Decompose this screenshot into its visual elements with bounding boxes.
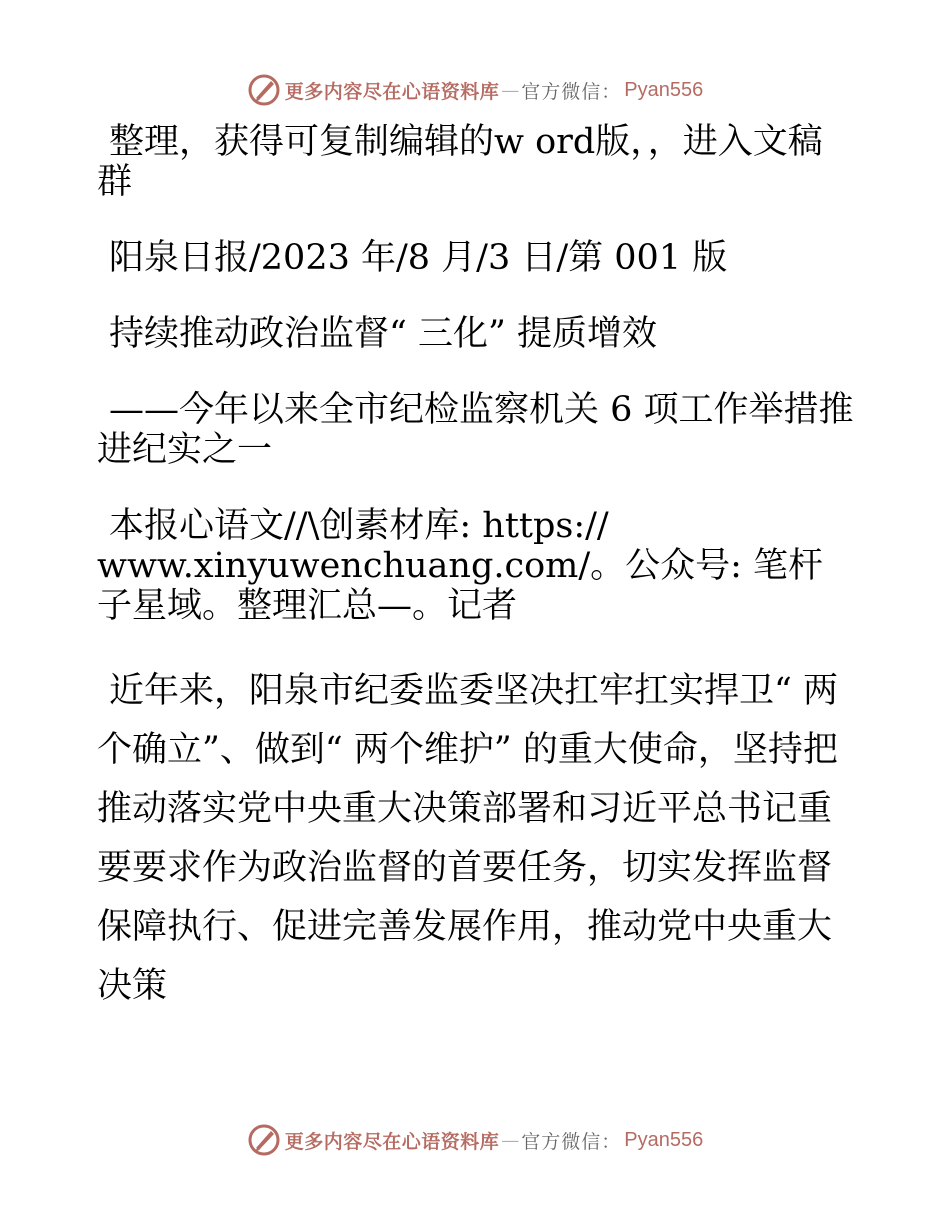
banner-site-name: 更多内容尽在心语资料库: [284, 1130, 500, 1153]
feather-pen-logo-icon: [247, 1123, 281, 1157]
byline-line-1: 本报心语文//\创素材库: https://: [109, 506, 609, 546]
article-subtitle: ——今年以来全市纪检监察机关 6 项工作举措推进纪实之一: [97, 390, 854, 470]
byline-line-2: www.xinyuwenchuang.com/。公众号: 笔杆子星域。整理汇总—。记者: [97, 546, 824, 626]
banner-official-label: 官方微信: [521, 80, 602, 103]
banner-dash: —: [501, 79, 520, 101]
banner-dash: —: [501, 1129, 520, 1151]
banner-site-name: 更多内容尽在心语资料库: [284, 80, 500, 103]
banner-colon: ：: [601, 1130, 621, 1153]
feather-pen-logo-icon: [247, 73, 281, 107]
document-content: [97, 122, 857, 1016]
article-title: 持续推动政治监督“ 三化” 提质增效: [109, 314, 658, 354]
banner-wechat-id: Pyan556: [624, 1128, 704, 1151]
intro-paragraph: 整理，获得可复制编辑的w ord版，，进入文稿群: [97, 122, 823, 202]
body-paragraph: 近年来，阳泉市纪委监委坚决扛牢扛实捍卫“ 两个确立”、做到“ 两个维护” 的重大使命，坚持把推动落实党中央重大决策部署和习近平总书记重要要求作为政治监督的首要任务，切实发挥监督保障执行、促进完善发展作用，推动党中央重大决策: [97, 671, 839, 1006]
banner-wechat-id: Pyan556: [624, 78, 704, 101]
footer-banner: [0, 1120, 950, 1160]
banner-official-label: 官方微信: [521, 1130, 602, 1153]
source-line: 阳泉日报/2023 年/8 月/3 日/第 001 版: [109, 238, 728, 278]
header-banner: [0, 70, 950, 110]
banner-colon: ：: [601, 80, 621, 103]
